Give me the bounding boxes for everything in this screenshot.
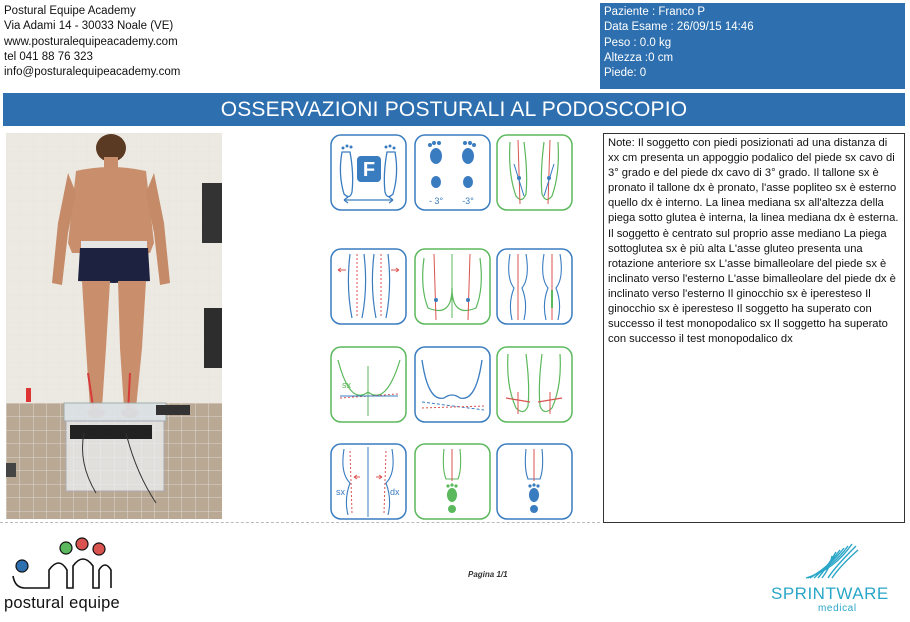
academy-address: Via Adami 14 - 30033 Noale (VE)	[4, 20, 174, 33]
academy-email[interactable]: info@posturalequipeacademy.com	[4, 66, 181, 79]
feet-distance-icon	[330, 134, 407, 211]
patient-foot: Piede: 0	[604, 67, 647, 80]
observation-notes: Note: Il soggetto con piedi posizionati ad una distanza di xx cm presenta un appoggio podalico del piede sx cavo di 3° grado e del piede dx cavo di 3° grado. Il tallone sx è pronato il tallone dx è pronato, l'asse popliteo sx è esterno quello dx è interno. La linea mediana sx all'altezza della piega sotto glutea è interna, la linea mediana dx è esterna. Il soggetto è centrato sul proprio asse mediano La piega sottoglutea sx è più alta L'asse gluteo presenta una rotazione anteriore sx L'asse bimalleolare del piede sx è inclinato verso l'esterno L'asse bimalleolare del piede dx è inclinato verso l'esterno Il ginocchio sx è iperesteso Il ginocchio sx è iperesteso Il soggetto ha superato con successo il test monopodalico sx Il soggetto ha superato con successo il test monopodalico dx	[603, 133, 905, 523]
posture-icon-grid	[330, 134, 575, 520]
academy-website[interactable]: www.posturalequipeacademy.com	[4, 35, 178, 48]
footer-divider	[0, 522, 600, 523]
page-number: Pagina 1/1	[468, 570, 508, 579]
gluteal-fold-icon	[414, 248, 491, 325]
academy-phone: tel 041 88 76 323	[4, 50, 93, 63]
sprintware-logo-mark	[768, 540, 904, 584]
sprintware-logo-subtext: medical	[818, 603, 857, 614]
monopodal-test-sx-icon	[414, 443, 491, 520]
patient-weight: Peso : 0.0 kg	[604, 36, 672, 49]
academy-name: Postural Equipe Academy	[4, 5, 136, 17]
sprintware-logo-text: SPRINTWARE	[771, 584, 889, 603]
sx-label-gluteal: sx	[342, 380, 351, 390]
knee-hyperextension-icon	[330, 443, 407, 520]
minus3-left-label: - 3°	[428, 196, 444, 206]
heel-axis-icon	[496, 134, 573, 211]
f-letter: F	[362, 159, 376, 181]
dx-label: dx	[390, 487, 400, 497]
report-title: OSSERVAZIONI POSTURALI AL PODOSCOPIO	[3, 93, 905, 126]
patient-name: Paziente : Franco P	[604, 6, 705, 18]
posture-photo	[6, 133, 222, 519]
patient-height: Altezza :0 cm	[604, 51, 674, 64]
postural-equipe-logo-text: postural equipe	[4, 594, 120, 612]
academy-info	[4, 4, 180, 80]
popliteal-axis-icon	[330, 248, 407, 325]
bimalleolar-axis-icon	[496, 346, 573, 423]
knee-axis-icon	[496, 248, 573, 325]
footprints-degree-icon	[414, 134, 491, 211]
patient-info-panel	[600, 3, 905, 89]
monopodal-test-dx-icon	[496, 443, 573, 520]
subgluteal-fold-icon	[330, 346, 407, 423]
posture-photo-image	[6, 133, 222, 519]
sx-label: sx	[336, 487, 345, 497]
pelvic-rotation-icon	[414, 346, 491, 423]
minus3-right-label: -3°	[462, 196, 474, 206]
exam-date: Data Esame : 26/09/15 14:46	[604, 21, 754, 34]
